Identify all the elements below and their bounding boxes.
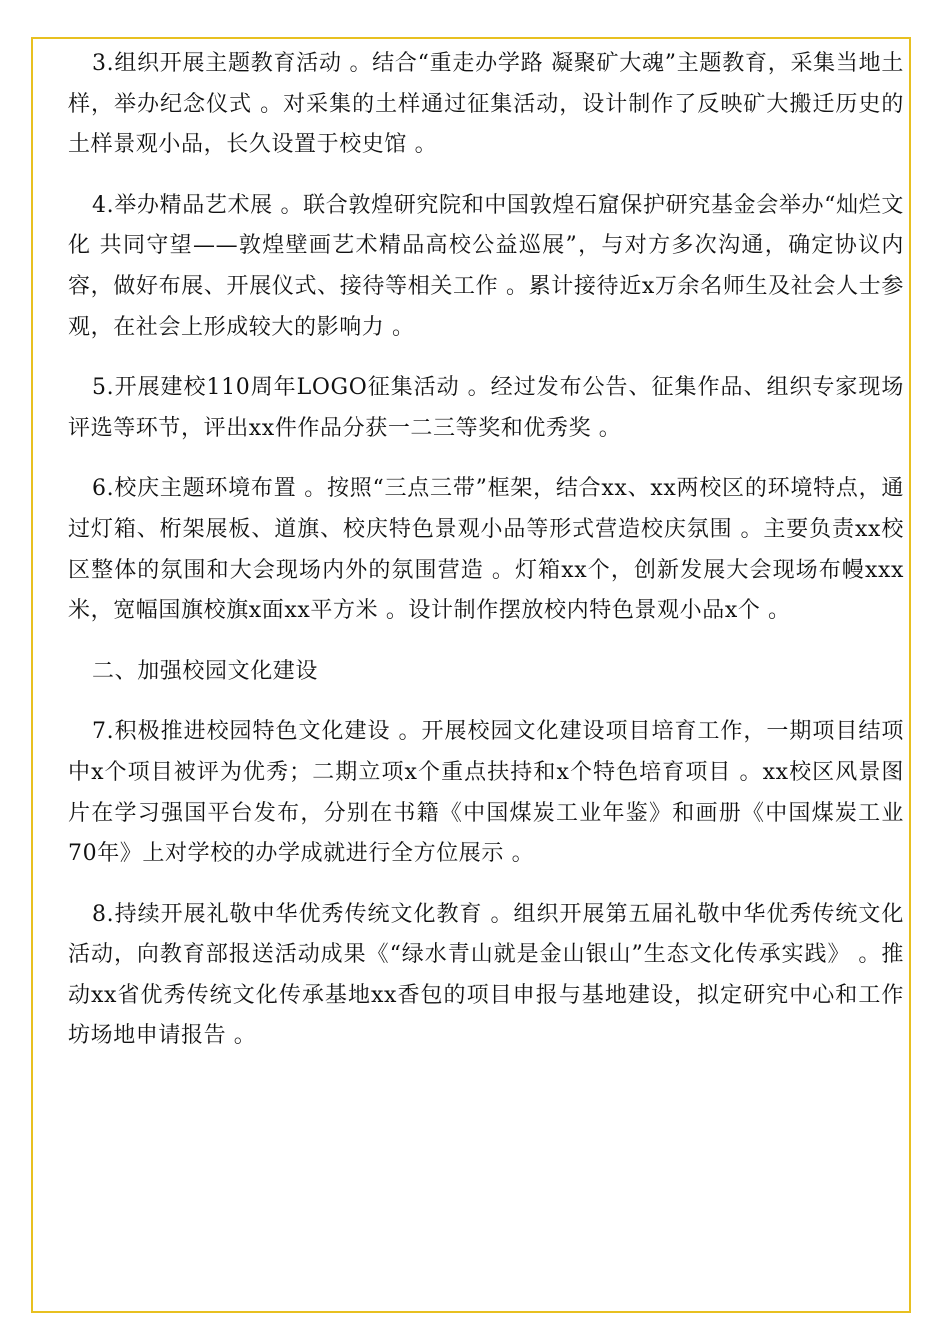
paragraph-item-7: 7.积极推进校园特色文化建设 。开展校园文化建设项目培育工作，一期项目结项中x个项目被评为优秀；二期立项x个重点扶持和x个特色培育项目 。xx校区风景图片在学习强国平台发布，分别在书籍《中国煤炭工业年鉴》和画册《中国煤炭工业70年》上对学校的办学成就进行全方位展示 。 xyxy=(68,719,904,867)
paragraph-item-4: 4.举办精品艺术展 。联合敦煌研究院和中国敦煌石窟保护研究基金会举办“灿烂文化 共同守望——敦煌壁画艺术精品高校公益巡展”，与对方多次沟通，确定协议内容，做好布展、开展仪式、接待等相关工作 。累计接待近x万余名师生及社会人士参观，在社会上形成较大的影响力 。 xyxy=(68,192,904,340)
document-body xyxy=(68,44,904,1057)
section-heading: 二、加强校园文化建设 xyxy=(92,658,319,684)
paragraph-item-6: 6.校庆主题环境布置 。按照“三点三带”框架，结合xx、xx两校区的环境特点，通过灯箱、桁架展板、道旗、校庆特色景观小品等形式营造校庆氛围 。主要负责xx校区整体的氛围和大会现场内外的氛围营造 。灯箱xx个，创新发展大会现场布幔xxx米，宽幅国旗校旗x面xx平方米 。设计制作摆放校内特色景观小品x个 。 xyxy=(68,476,904,624)
paragraph-item-5: 5.开展建校110周年LOGO征集活动 。经过发布公告、征集作品、组织专家现场评选等环节，评出xx件作品分获一二三等奖和优秀奖 。 xyxy=(68,375,904,441)
paragraph-item-3: 3.组织开展主题教育活动 。结合“重走办学路 凝聚矿大魂”主题教育，采集当地土样，举办纪念仪式 。对采集的土样通过征集活动，设计制作了反映矿大搬迁历史的土样景观小品，长久设置于校史馆 。 xyxy=(68,51,904,158)
paragraph-item-8: 8.持续开展礼敬中华优秀传统文化教育 。组织开展第五届礼敬中华优秀传统文化活动，向教育部报送活动成果《“绿水青山就是金山银山”生态文化传承实践》 。推动xx省优秀传统文化传承基地xx香包的项目申报与基地建设，拟定研究中心和工作坊场地申请报告 。 xyxy=(68,901,904,1049)
